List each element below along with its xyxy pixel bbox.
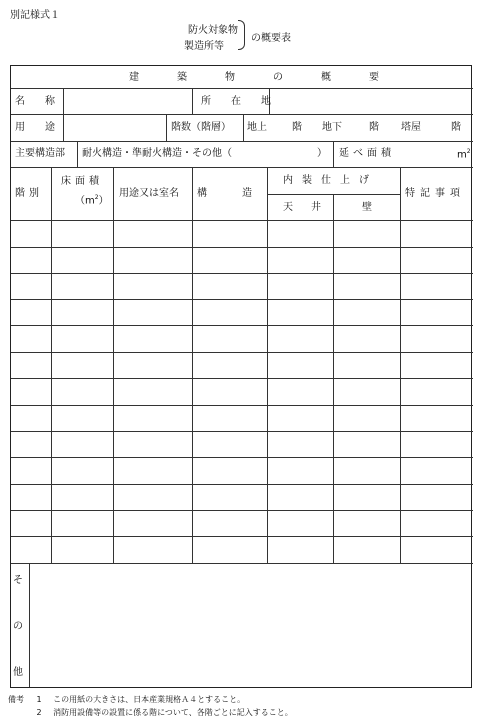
col-interior-finish: 内装仕上げ [283, 175, 378, 186]
col-use-room: 用途又は室名 [119, 188, 179, 199]
notes-label: 備考 [8, 695, 24, 704]
note-num: 1 [36, 695, 42, 704]
below-ground-label: 地下 [322, 122, 342, 133]
overview-table [10, 65, 472, 688]
note-text: この用紙の大きさは、日本産業規格Ａ４とすること。 [53, 695, 246, 704]
note-num: 2 [36, 708, 42, 717]
structure-options: 耐火構造・準耐火構造・その他（ [82, 148, 232, 159]
col-construction: 構 造 [197, 188, 257, 199]
col-floor: 階別 [15, 188, 43, 199]
above-ground-label: 地上 [247, 122, 267, 133]
note-text: 消防用設備等の設置に係る階について、各階ごとに記入すること。 [53, 708, 293, 717]
penthouse-label: 塔屋 [401, 122, 421, 133]
location-label: 所 在 地 [201, 96, 276, 107]
floor-unit-penthouse: 階 [451, 122, 461, 133]
total-area-label: 延べ面積 [339, 148, 395, 159]
col-floor-area: 床面積 [61, 176, 103, 187]
floor-unit-below: 階 [369, 122, 379, 133]
structure-close: ） [317, 148, 327, 159]
use-label: 用 途 [15, 122, 60, 133]
floors-label: 階数（階層） [171, 122, 231, 133]
title-suffix: の概要表 [251, 33, 291, 44]
title-brace [238, 20, 245, 50]
total-area-unit: $m^2$ [457, 148, 471, 161]
col-ceiling: 天 井 [283, 202, 325, 213]
col-floor-area-unit: $(m^2)$ [75, 194, 109, 207]
section-title: 建 築 物 の 概 要 [129, 72, 393, 83]
floor-unit-above: 階 [292, 122, 302, 133]
other-label-char-3: 他 [13, 667, 23, 678]
other-label-char-1: そ [13, 575, 23, 586]
name-label: 名 称 [15, 96, 60, 107]
notes [8, 693, 293, 719]
form-id: 別記様式１ [10, 10, 60, 21]
col-remarks: 特記事項 [405, 188, 465, 199]
other-label-char-2: の [13, 621, 23, 632]
main-structure-label: 主要構造部 [15, 148, 65, 159]
title-line2: 製造所等 [184, 41, 224, 52]
col-wall: 壁 [362, 202, 372, 213]
title-line1: 防火対象物 [188, 25, 238, 36]
